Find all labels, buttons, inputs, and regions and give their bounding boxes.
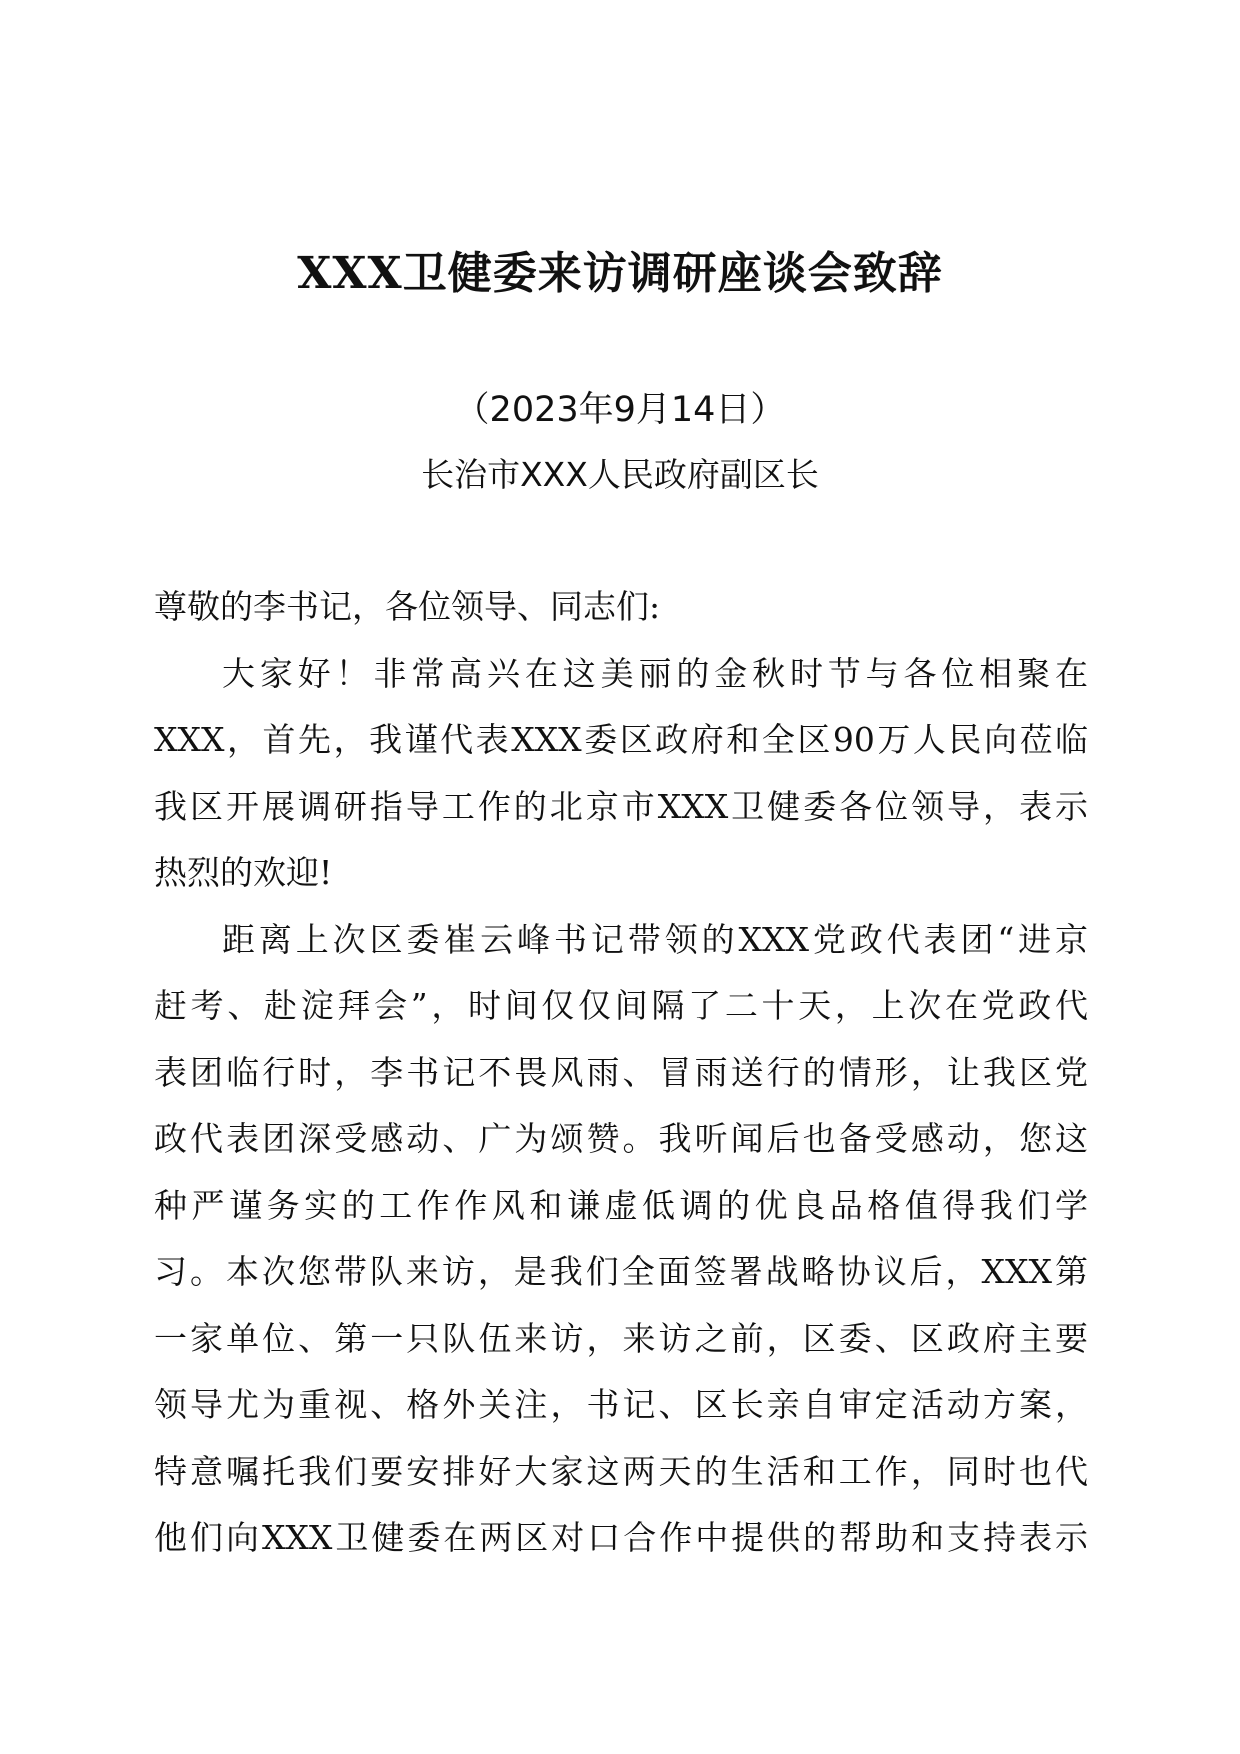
document-body [154, 574, 1088, 1572]
paragraph-line: 赶考、赴淀拜会”，时间仅仅间隔了二十天，上次在党政代 [154, 986, 1088, 1025]
paragraph-line: 种严谨务实的工作作风和谦虚低调的优良品格值得我们学 [154, 1185, 1088, 1225]
paragraph-line: 我区开展调研指导工作的北京市XXX卫健委各位领导，表示 [154, 786, 1088, 826]
paragraph-line: 热烈的欢迎! [154, 853, 333, 892]
paragraph-line: 特意嘱托我们要安排好大家这两天的生活和工作，同时也代 [154, 1451, 1088, 1491]
salutation: 尊敬的李书记，各位领导、同志们: [154, 587, 661, 626]
paragraph-2 [154, 907, 1088, 1572]
paragraph-line: 表团临行时，李书记不畏风雨、冒雨送行的情形，让我区党 [154, 1052, 1088, 1092]
speech-date: （2023年9月14日） [454, 390, 786, 430]
document-title: XXX卫健委来访调研座谈会致辞 [297, 248, 943, 299]
paragraph-line: 一家单位、第一只队伍来访，来访之前，区委、区政府主要 [154, 1318, 1088, 1358]
paragraph-line: 习。本次您带队来访，是我们全面签署战略协议后，XXX第 [154, 1252, 1088, 1291]
paragraph-line: 他们向XXX卫健委在两区对口合作中提供的帮助和支持表示 [154, 1518, 1088, 1557]
paragraph-1 [154, 641, 1088, 907]
paragraph-line: 领导尤为重视、格外关注，书记、区长亲自审定活动方案， [154, 1385, 1088, 1424]
paragraph-line: 政代表团深受感动、广为颂赞。我听闻后也备受感动，您这 [154, 1119, 1088, 1158]
paragraph-line: XXX，首先，我谨代表XXX委区政府和全区90万人民向莅临 [154, 720, 1088, 759]
speaker-title: 长治市XXX人民政府副区长 [421, 455, 819, 494]
paragraph-line: 大家好！非常高兴在这美丽的金秋时节与各位相聚在 [222, 653, 1088, 693]
paragraph-line: 距离上次区委崔云峰书记带领的XXX党政代表团“进京 [222, 919, 1088, 959]
